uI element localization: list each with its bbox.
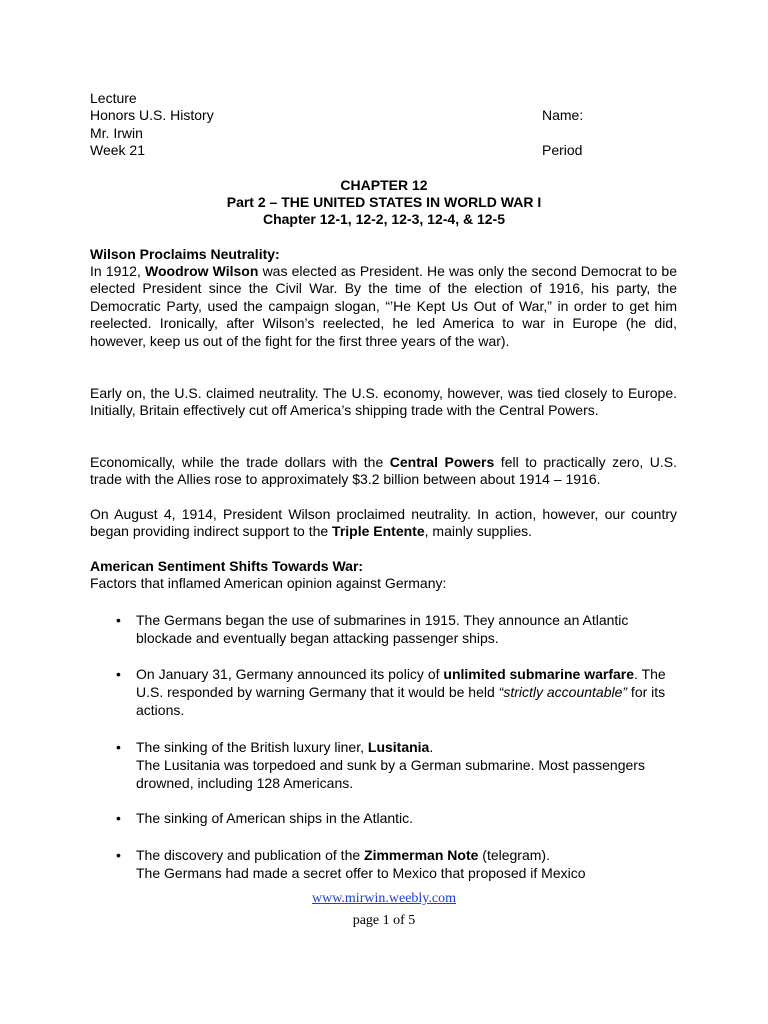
header-teacher: Mr. Irwin <box>90 125 143 141</box>
factors-intro: Factors that inflamed American opinion against Germany: <box>90 575 447 591</box>
header-name-label: Name: <box>542 107 584 123</box>
bullet-icon: • <box>116 739 121 755</box>
bullet-item-american-ships: The sinking of American ships in the Atlantic. <box>136 810 414 826</box>
bullet-icon: • <box>116 810 121 826</box>
paragraph-wilson-elected <box>90 263 677 350</box>
bullet-text: The Lusitania was torpedoed and sunk by a German submarine. Most passengers drowned, including 128 Americans. <box>136 757 645 791</box>
sections-title: Chapter 12-1, 12-2, 12-3, 12-4, & 12-5 <box>262 211 505 227</box>
bullet-text: The discovery and publication of the <box>136 847 365 863</box>
bullet-text: (telegram). <box>478 847 550 863</box>
paragraph-text: fell to practically zero, U.S. trade with the Allies rose to approximately $3.2 billion between about 1914 – 1916. <box>90 454 677 488</box>
bold-term-zimmerman-note: Zimmerman Note <box>364 847 479 863</box>
bullet-item-lusitania <box>136 738 681 792</box>
paragraph-text: Economically, while the trade dollars with the <box>90 454 390 470</box>
bullet-icon: • <box>116 612 121 628</box>
header-course: Honors U.S. History <box>90 107 214 123</box>
paragraph-text: In 1912, <box>90 263 145 279</box>
bullet-text: The sinking of the British luxury liner, <box>136 739 368 755</box>
paragraph-neutrality-economy: Early on, the U.S. claimed neutrality. The U.S. economy, however, was tied closely to Europe. Initially, Britain effectively cut off America’s shipping trade with the Central Powers. <box>90 385 677 419</box>
italic-quote: “strictly accountable” <box>498 684 628 700</box>
bullet-item-unlimited-warfare <box>136 665 681 719</box>
paragraph-proclaimed-neutrality <box>90 506 677 541</box>
paragraph-text: , mainly supplies. <box>424 523 533 540</box>
header-week: Week 21 <box>90 142 145 158</box>
paragraph-text: On August 4, 1914, President Wilson proclaimed neutrality. In action, however, our country began providing indirect support to the <box>90 506 677 540</box>
bullet-icon: • <box>116 847 121 863</box>
bullet-item-submarines: The Germans began the use of submarines in 1915. They announce an Atlantic blockade and eventually began attacking passenger ships. <box>136 612 629 646</box>
bullet-icon: • <box>116 666 121 682</box>
paragraph-trade-dollars <box>90 454 677 489</box>
bold-term-central-powers: Central Powers <box>389 454 495 470</box>
paragraph-text: was elected as President. He was only the second Democrat to be elected President since the Civil War. By the time of the election of 1916, his party, the Democratic Party, used the campaign slogan, “’He Kept Us Out of War,” in order to get him reelected. Ironically, after Wilson’s reelected, he led America to war in Europe (he did, however, keep us out of the fight for the first three years of the war). <box>90 263 677 349</box>
bullet-text: . The U.S. responded by warning Germany that it would be held <box>136 666 666 700</box>
bold-term-triple-entente: Triple Entente <box>332 523 425 540</box>
bullet-text: for its actions. <box>136 684 666 718</box>
bold-term-woodrow-wilson: Woodrow Wilson <box>145 263 259 279</box>
bullet-text: The Germans had made a secret offer to Mexico that proposed if Mexico <box>136 865 586 881</box>
section-heading-neutrality: Wilson Proclaims Neutrality: <box>90 246 280 262</box>
part-title: Part 2 – THE UNITED STATES IN WORLD WAR I <box>226 194 542 210</box>
bullet-text: On January 31, Germany announced its policy of <box>136 666 444 682</box>
bullet-item-zimmerman-note <box>136 846 681 882</box>
chapter-title: CHAPTER 12 <box>340 177 428 193</box>
section-heading-sentiment: American Sentiment Shifts Towards War: <box>90 558 364 574</box>
bold-term-unlimited-submarine-warfare: unlimited submarine warfare <box>443 666 635 682</box>
website-link[interactable]: www.mirwin.weebly.com <box>312 891 456 906</box>
bold-term-lusitania: Lusitania <box>367 739 430 755</box>
bullet-text: . <box>429 739 434 755</box>
header-lecture: Lecture <box>90 90 137 106</box>
page-number: page 1 of 5 <box>352 913 416 928</box>
header-period-label: Period <box>542 142 583 158</box>
footer-link-container <box>0 890 768 907</box>
